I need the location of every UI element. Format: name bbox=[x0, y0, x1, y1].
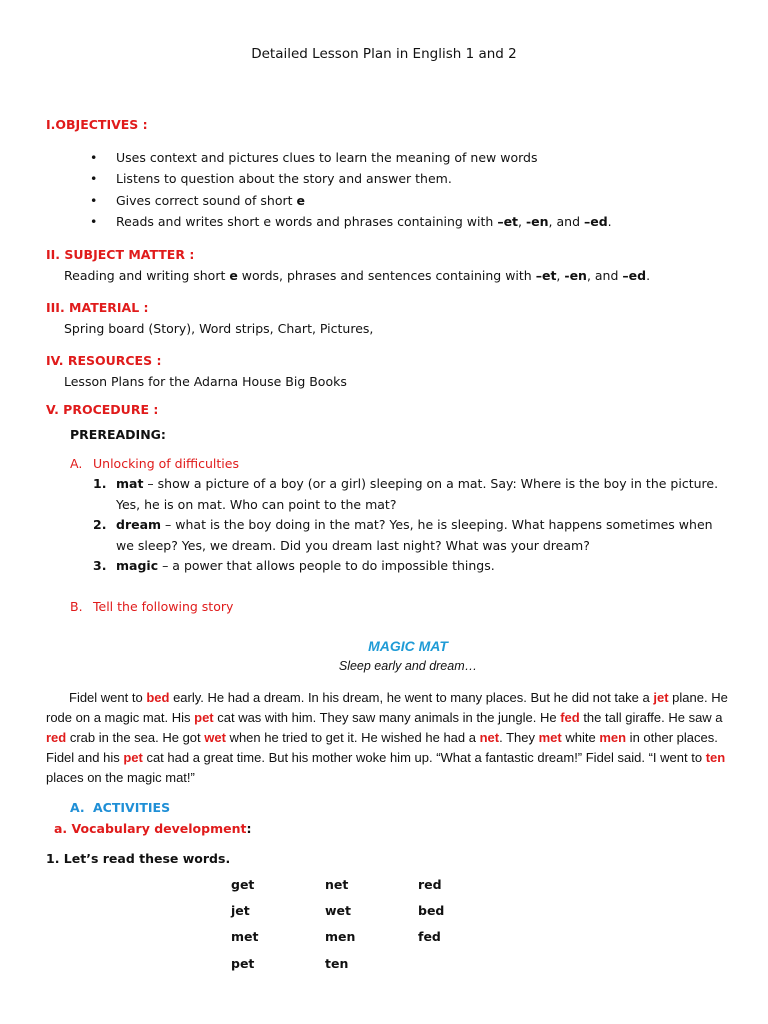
story-line: red crab in the sea. He got wet when he tried to get it. He wished he had a net. They met white men in other places. bbox=[46, 730, 718, 745]
word-men: men bbox=[325, 929, 356, 944]
objective-item: • Gives correct sound of short e bbox=[116, 193, 305, 208]
word-fed: fed bbox=[418, 929, 441, 944]
word-ten: ten bbox=[325, 956, 349, 971]
resources-heading: IV. RESOURCES : bbox=[46, 353, 162, 368]
subject-matter-heading: II. SUBJECT MATTER : bbox=[46, 247, 195, 262]
resources-text: Lesson Plans for the Adarna House Big Books bbox=[64, 374, 347, 389]
read-words-instruction: 1. Let’s read these words. bbox=[46, 851, 231, 866]
objective-item: • Uses context and pictures clues to learn the meaning of new words bbox=[116, 150, 537, 165]
objectives-heading: I.OBJECTIVES : bbox=[46, 117, 148, 132]
unlocking-label: A. bbox=[70, 456, 83, 471]
word-wet: wet bbox=[325, 903, 352, 918]
material-heading: III. MATERIAL : bbox=[46, 300, 149, 315]
word-net: net bbox=[325, 877, 349, 892]
story-line: rode on a magic mat. His pet cat was with him. They saw many animals in the jungle. He fed the tall giraffe. He saw a bbox=[46, 710, 723, 725]
difficulty-number: 3. bbox=[93, 558, 107, 573]
difficulty-item-mat: mat – show a picture of a boy (or a girl) sleeping on a mat. Say: Where is the boy in the picture. bbox=[116, 476, 719, 491]
vocabulary-heading: a. Vocabulary development: bbox=[54, 821, 252, 836]
unlocking-heading: Unlocking of difficulties bbox=[93, 456, 239, 471]
story-line: places on the magic mat!” bbox=[46, 770, 195, 785]
activities-heading: ACTIVITIES bbox=[93, 800, 171, 815]
story-section-label: B. bbox=[70, 599, 83, 614]
word-bed: bed bbox=[418, 903, 445, 918]
story-line: Fidel went to bed early. He had a dream. In his dream, he went to many places. But he did not take a jet plane. He bbox=[69, 690, 728, 705]
objective-item: • Listens to question about the story and answer them. bbox=[116, 171, 452, 186]
procedure-heading: V. PROCEDURE : bbox=[46, 402, 159, 417]
subject-matter-text: Reading and writing short e words, phrases and sentences containing with –et, -en, and –ed. bbox=[64, 268, 651, 283]
story-section-heading: Tell the following story bbox=[93, 599, 234, 614]
story-line: Fidel and his pet cat had a great time. But his mother woke him up. “What a fantastic dream!” Fidel said. “I went to ten bbox=[46, 750, 726, 765]
difficulty-number: 1. bbox=[93, 476, 107, 491]
difficulty-item-magic: magic – a power that allows people to do impossible things. bbox=[116, 558, 495, 573]
story-title: MAGIC MAT bbox=[368, 638, 448, 654]
activities-label: A. bbox=[70, 800, 85, 815]
difficulty-item-dream: dream – what is the boy doing in the mat? Yes, he is sleeping. What happens sometimes when bbox=[116, 517, 713, 532]
material-text: Spring board (Story), Word strips, Chart, Pictures, bbox=[64, 321, 374, 336]
word-met: met bbox=[231, 929, 259, 944]
word-get: get bbox=[231, 877, 255, 892]
word-red: red bbox=[418, 877, 442, 892]
word-pet: pet bbox=[231, 956, 255, 971]
word-jet: jet bbox=[231, 903, 250, 918]
difficulty-item-dream-line2: we sleep? Yes, we dream. Did you dream last night? What was your dream? bbox=[116, 538, 590, 553]
difficulty-number: 2. bbox=[93, 517, 107, 532]
document-title: Detailed Lesson Plan in English 1 and 2 bbox=[251, 46, 517, 62]
prereading-label: PREREADING: bbox=[70, 427, 166, 442]
objective-item: • Reads and writes short e words and phrases containing with –et, -en, and –ed. bbox=[116, 214, 612, 229]
difficulty-item-mat-line2: Yes, he is on mat. Who can point to the mat? bbox=[116, 497, 397, 512]
story-subtitle: Sleep early and dream… bbox=[338, 659, 478, 673]
